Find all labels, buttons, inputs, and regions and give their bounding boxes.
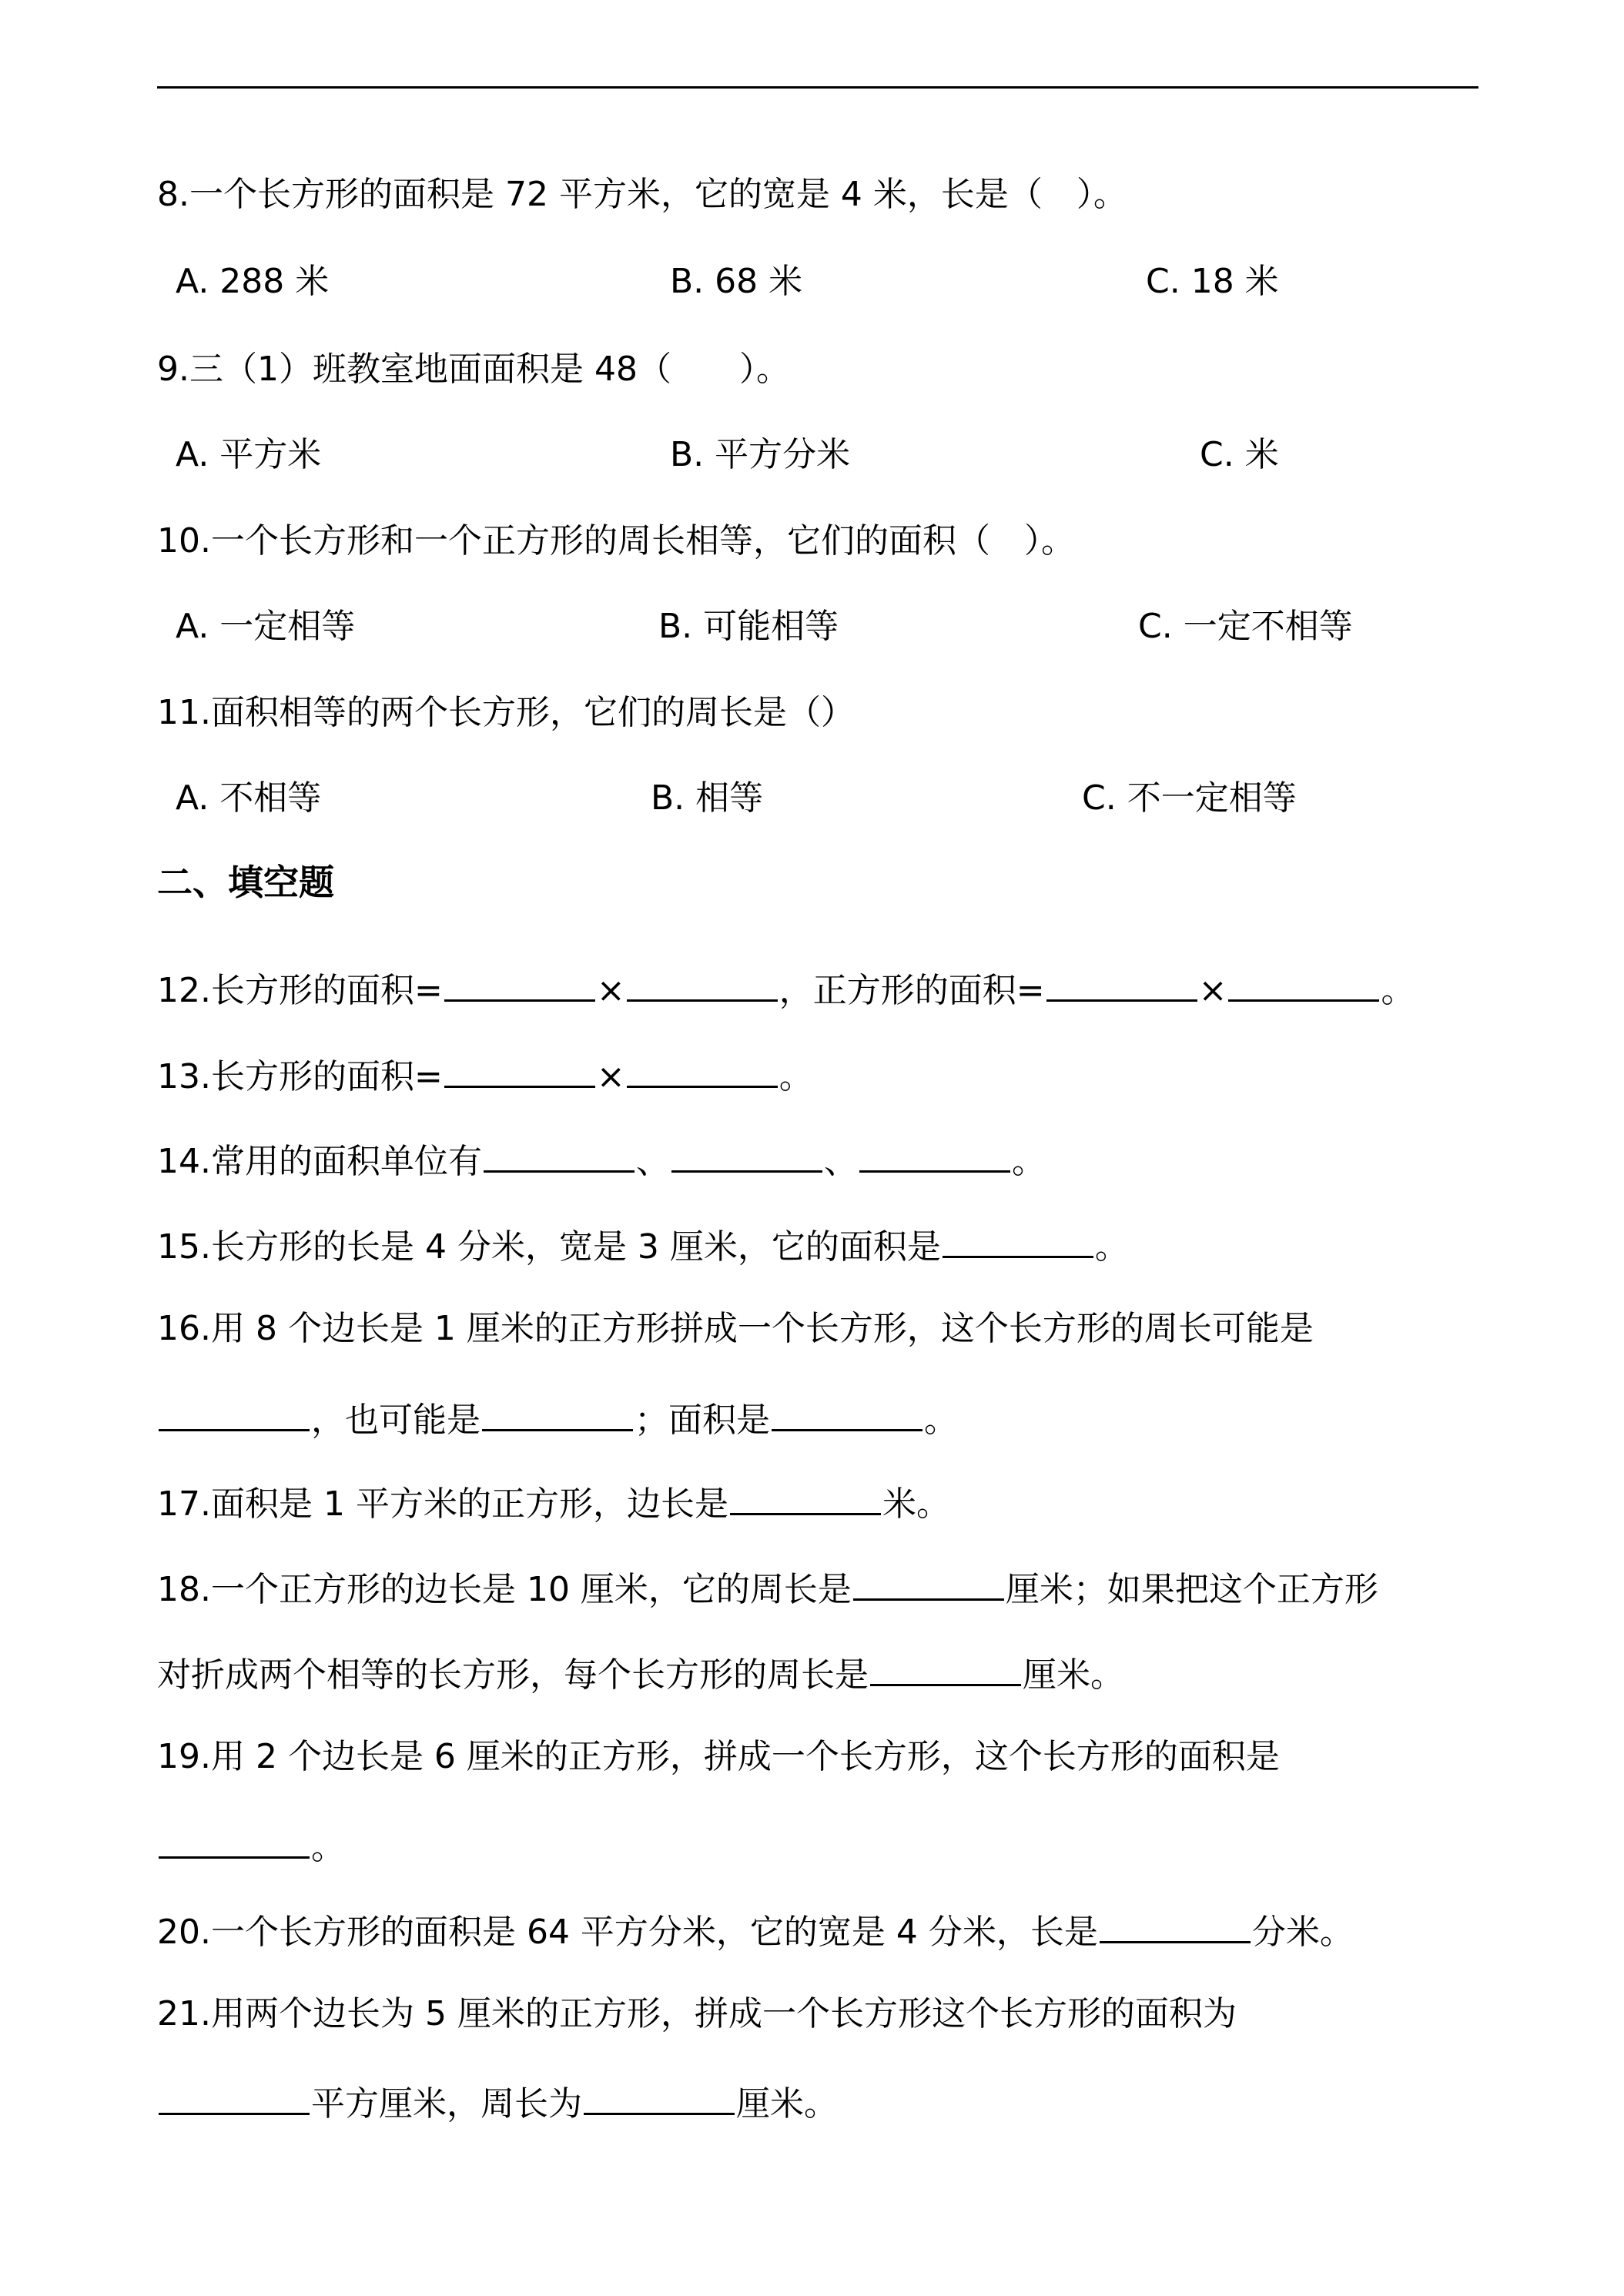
answer-blank[interactable] xyxy=(943,1222,1093,1258)
answer-blank[interactable] xyxy=(870,1650,1021,1686)
question-19-continued: 。 xyxy=(157,1822,345,1869)
question-11-option-c[interactable]: C. 不一定相等 xyxy=(1082,778,1297,818)
answer-blank[interactable] xyxy=(853,1565,1004,1601)
section-heading-fill-in: 二、填空题 xyxy=(157,862,334,903)
question-17: 17.面积是 1 平方米的正方形，边长是 米。 xyxy=(157,1479,950,1526)
question-8-option-c[interactable]: C. 18 米 xyxy=(1146,262,1279,301)
answer-blank[interactable] xyxy=(730,1479,881,1515)
answer-blank[interactable] xyxy=(671,1136,822,1173)
question-8-option-a[interactable]: A. 288 米 xyxy=(176,262,330,301)
answer-blank[interactable] xyxy=(1100,1907,1251,1943)
question-10-option-c[interactable]: C. 一定不相等 xyxy=(1138,607,1353,646)
question-10-text: 10.一个长方形和一个正方形的周长相等，它们的面积（ ）。 xyxy=(157,521,1075,561)
question-18-continued: 对折成两个相等的长方形，每个长方形的周长是 厘米。 xyxy=(157,1650,1124,1697)
answer-blank[interactable] xyxy=(627,1052,778,1088)
question-10-option-b[interactable]: B. 可能相等 xyxy=(658,607,839,646)
answer-blank[interactable] xyxy=(772,1395,922,1431)
question-9 xyxy=(157,348,790,391)
question-11-text: 11.面积相等的两个长方形，它们的周长是（） xyxy=(157,693,855,732)
question-18: 18.一个正方形的边长是 10 厘米，它的周长是 厘米；如果把这个正方形 xyxy=(157,1565,1378,1612)
question-8 xyxy=(157,173,1127,216)
question-11 xyxy=(157,691,855,735)
question-9-option-c[interactable]: C. 米 xyxy=(1200,435,1279,474)
question-10 xyxy=(157,520,1075,563)
question-16: 16.用 8 个边长是 1 厘米的正方形拼成一个长方形，这个长方形的周长可能是 xyxy=(157,1309,1314,1348)
question-9-option-b[interactable]: B. 平方分米 xyxy=(670,435,851,474)
answer-blank[interactable] xyxy=(159,1395,310,1431)
question-8-text: 8.一个长方形的面积是 72 平方米，它的宽是 4 米，长是（ ）。 xyxy=(157,175,1127,214)
answer-blank[interactable] xyxy=(627,966,778,1002)
answer-blank[interactable] xyxy=(482,1395,633,1431)
question-19: 19.用 2 个边长是 6 厘米的正方形，拼成一个长方形，这个长方形的面积是 xyxy=(157,1737,1280,1776)
question-15: 15.长方形的长是 4 分米，宽是 3 厘米，它的面积是 。 xyxy=(157,1222,1129,1269)
question-8-option-b[interactable]: B. 68 米 xyxy=(670,262,803,301)
answer-blank[interactable] xyxy=(1228,966,1379,1002)
answer-blank[interactable] xyxy=(584,2079,735,2115)
answer-blank[interactable] xyxy=(159,2079,310,2115)
answer-blank[interactable] xyxy=(444,966,595,1002)
question-11-option-a[interactable]: A. 不相等 xyxy=(176,778,322,818)
question-9-option-a[interactable]: A. 平方米 xyxy=(176,435,322,474)
answer-blank[interactable] xyxy=(444,1052,595,1088)
answer-blank[interactable] xyxy=(159,1822,310,1859)
answer-blank[interactable] xyxy=(484,1136,635,1173)
question-20: 20.一个长方形的面积是 64 平方分米，它的宽是 4 分米，长是 分米。 xyxy=(157,1907,1354,1954)
answer-blank[interactable] xyxy=(859,1136,1010,1173)
question-21-continued: 平方厘米，周长为 厘米。 xyxy=(157,2079,838,2126)
question-14: 14.常用的面积单位有 、 、 。 xyxy=(157,1136,1046,1183)
question-21: 21.用两个边长为 5 厘米的正方形，拼成一个长方形这个长方形的面积为 xyxy=(157,1994,1237,2033)
question-13: 13.长方形的面积= × 。 xyxy=(157,1052,813,1099)
header-rule xyxy=(157,86,1478,89)
question-12: 12.长方形的面积= × ，正方形的面积= × 。 xyxy=(157,966,1415,1012)
question-10-option-a[interactable]: A. 一定相等 xyxy=(176,607,356,646)
answer-blank[interactable] xyxy=(1046,966,1197,1002)
question-16-continued: ，也可能是 ；面积是 。 xyxy=(157,1395,958,1442)
question-11-option-b[interactable]: B. 相等 xyxy=(651,778,764,818)
question-9-text: 9.三（1）班教室地面面积是 48（ ）。 xyxy=(157,350,790,389)
